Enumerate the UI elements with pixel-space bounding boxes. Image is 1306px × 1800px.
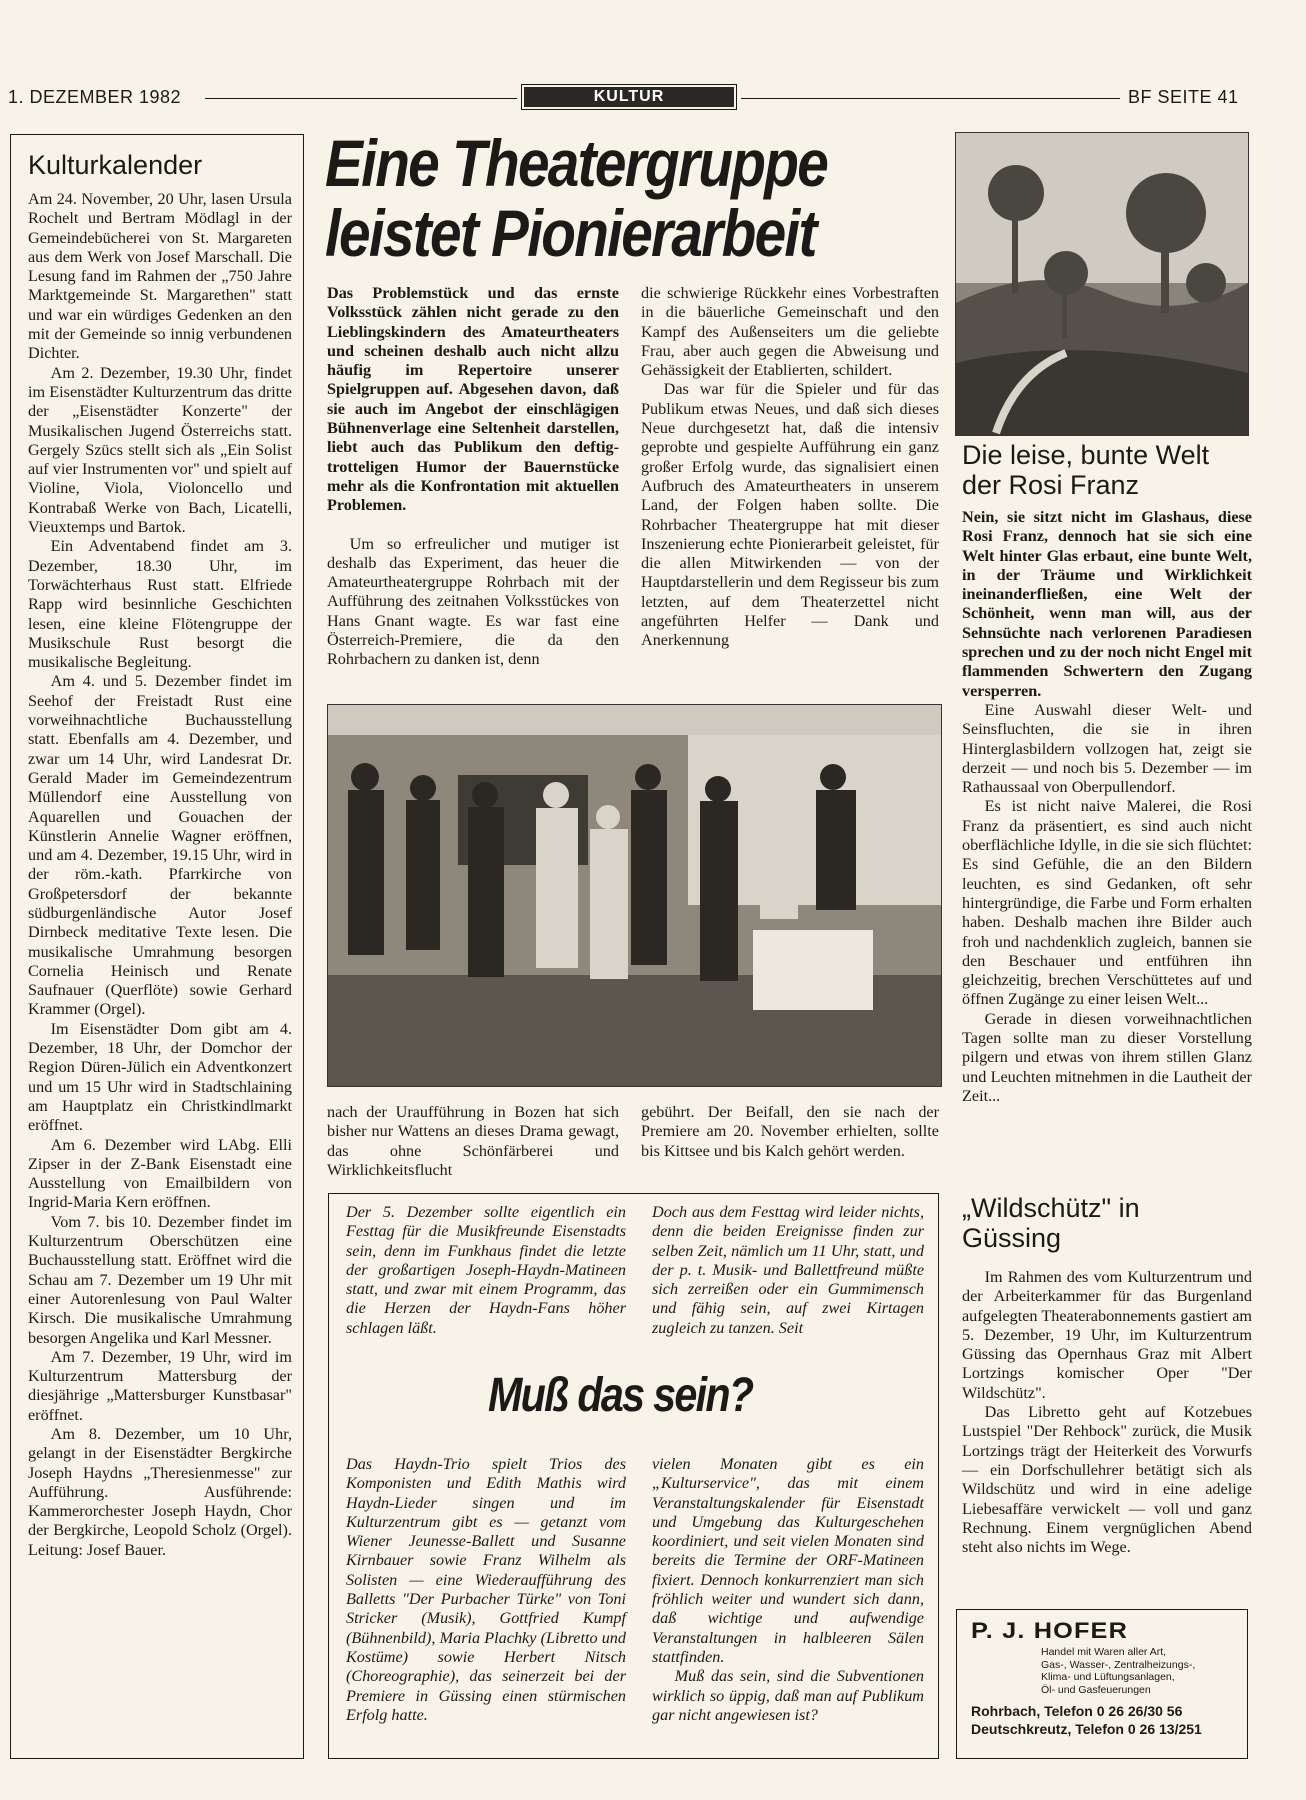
header-rule-left: [205, 98, 517, 99]
muss-top-col-2: [652, 1203, 924, 1338]
issue-date: 1. DEZEMBER 1982: [8, 87, 182, 107]
kalender-paragraph: Am 4. und 5. Dezember findet im Seehof der Freistadt Rust eine vorweihnachtliche Buchausstellung statt. Ebenfalls am 4. Dezember, und zwar um 14 Uhr, wird Landesrat Dr. Gerald Mader im Gemeindezentrum Müllendorf eine Ausstellung von Aquarellen und Gouachen der Künstlerin Annelie Wagner eröffnen, und am 4. Dezember, 19.15 Uhr, wird in der röm.-kath. Pfarrkirche von Großpetersdorf der bekannte südburgenländische Autor Josef Dirnbeck meditative Texte lesen. Die musikalische Umrahmung besorgen Cornelia Heinisch und Renate Saufnauer (Querflöte) sowie Gerhard Krammer (Orgel).: [28, 672, 292, 1019]
ad-trade-line: Klima- und Lüftungsanlagen,: [1041, 1671, 1175, 1683]
rosi-paragraph: Eine Auswahl dieser Welt- und Seinsfluchten, die sie in ihren Hinterglasbildern vollzogen hat, zeigt sie derzeit — und noch bis 5. Dezember — im Rathaussaal von Oberpullendorf.: [962, 700, 1252, 797]
kulturkalender-text: [28, 190, 292, 1560]
ad-trade-line: Öl- und Gasfeuerungen: [1041, 1683, 1151, 1696]
rosi-paragraph: Es ist nicht naive Malerei, die Rosi Franz da präsentiert, es sind auch nicht oberflächliche Idylle, in die sie sich flüchtet: Es sind Gefühle, die an den Bildern leuchten, es sind Gedanken, oft sehr hintergründige, die Farbe und Form erhalten haben. Deshalb machen ihre Bilder auch froh und nachdenklich zugleich, bannen sie den Beschauer und entführen ihn gleichzeitig, brechen Verschüttetes auf und öffnen Zugänge zu einer leisen Welt...: [962, 797, 1252, 1009]
theater-headline-2: leistet Pionierarbeit: [325, 196, 816, 270]
muss-top-col-1: [346, 1203, 626, 1338]
muss-bottom-col-2: [652, 1455, 924, 1725]
kalender-paragraph: Am 8. Dezember, um 10 Uhr, gelangt in der Eisenstädter Bergkirche Joseph Haydns „Theresienmesse" zur Aufführung. Ausführende: Kammerorchester Joseph Haydn, Chor der Bergkirche, Leopold Scholz (Orgel). Leitung: Josef Bauer.: [28, 1425, 292, 1559]
ad-trade-line: Gas-, Wasser-, Zentralheizungs-,: [1041, 1658, 1196, 1671]
muss-paragraph: Der 5. Dezember sollte eigentlich ein Festtag für die Musikfreunde Eisenstadts sein, denn im Funkhaus findet die letzte der großartigen Joseph-Haydn-Matineen statt, und zwar mit einem Programm, das die Herzen der Haydn-Fans höher schlagen läßt.: [346, 1203, 626, 1337]
section-badge: [521, 84, 737, 110]
theater-lead: Das Problemstück und das ernste Volksstück zählen nicht gerade zu den Lieblingskindern des Amateurtheaters und scheinen deshalb auch nicht allzu häufig im Repertoire unserer Spielgruppen auf. Abgesehen davon, daß sie auch im Angebot der einschlägigen Bühnenverlage eine Seltenheit darstellen, liebt auch das Publikum den deftig-trotteligen Humor der Bauernstücke mehr als die Konfrontation mit aktuellen Problemen.: [327, 284, 619, 515]
theater-group-photo-image: [328, 705, 941, 1086]
ad-trade-line: Handel mit Waren aller Art,: [1041, 1646, 1167, 1658]
header-rule-right: [741, 98, 1120, 99]
section-label: KULTUR: [524, 87, 734, 107]
theater-after-col-2: [641, 1103, 939, 1161]
kalender-paragraph: Am 7. Dezember, 19 Uhr, wird im Kulturzentrum Mattersburg der diesjährige „Mattersburger Kunstbasar" eröffnet.: [28, 1347, 292, 1424]
rosi-paragraph: Gerade in diesen vorweihnachtlichen Tagen sollte man zu dieser Vorstellung pilgern und etwas von ihrem stillen Glanz und Leuchten mitnehmen in die Lautheit der Zeit...: [962, 1009, 1252, 1105]
ad-company-name: P. J. HOFER: [971, 1618, 1129, 1643]
muss-bottom-col-1: [346, 1455, 626, 1725]
kalender-paragraph: Im Eisenstädter Dom gibt am 4. Dezember, 18 Uhr, der Domchor der Region Düren-Jülich ein Adventkonzert und um 15 Uhr wird in Stadtschlaining am Hauptplatz ein Christkindlmarkt eröffnet.: [28, 1019, 292, 1135]
rosi-lead: Nein, sie sitzt nicht im Glashaus, diese Rosi Franz, dennoch hat sie sich eine Welt hinter Glas erbaut, eine bunte Welt, in der Träume und Wirklichkeit ineinanderfließen, eine Welt der Schönheit, wenn man will, aus der Sehnsüchte nach verlorenen Paradiesen sprechen und zu der noch nicht Engel mit flammenden Schwertern den Zugang versperren.: [962, 508, 1252, 700]
muss-headline: Muß das sein?: [488, 1369, 753, 1422]
theater-body: Um so erfreulicher und mutiger ist deshalb das Experiment, das heuer die Amateurtheatergruppe Rohrbach mit der Aufführung des zeitnahen Volksstückes von Hans Gnant wagte. Es war fast eine Österreich-Premiere, die da den Rohrbachern zu danken ist, denn: [327, 534, 619, 669]
rosi-headline: Die leise, bunte Welt der Rosi Franz: [962, 440, 1210, 500]
kalender-paragraph: Am 24. November, 20 Uhr, lasen Ursula Rochelt und Bertram Mödlagl in der Gemeindebücherei von St. Margareten aus dem Werk von Josef Marschall. Die Lesung fand im Rahmen der „750 Jahre Marktgemeinde St. Margarethen" statt und war ein würdiges Gedenken an den mit der Gemeinde so innig verbundenen Dichter.: [28, 190, 292, 363]
kalender-paragraph: Ein Adventabend findet am 3. Dezember, 18.30 Uhr, im Torwächterhaus Rust statt. Elfriede Rapp wird besinnliche Geschichten lesen, eine kleine Flötengruppe der Musikschule Rust besorgt die musikalische Begleitung.: [28, 537, 292, 672]
rosi-franz-painting: [955, 132, 1249, 436]
theater-paragraph: nach der Uraufführung in Bozen hat sich bisher nur Wattens an dieses Drama gewagt, das ohne Schönfärberei und Wirklichkeitsflucht: [327, 1103, 619, 1179]
theater-col-1: [327, 284, 619, 670]
theater-paragraph: Das war für die Spieler und für das Publikum etwas Neues, und daß sich dieses Neue durchgesetzt hat, daß die intensiv geprobte und gespielte Aufführung ein ganz großer Erfolg wurde, das signalisiert einen Aufbruch des Amateurtheaters in unserem Land, der Folgen haben sollte. Die Rohrbacher Theatergruppe hat mit dieser Inszenierung echte Pionierarbeit geleistet, für die allen Mitwirkenden — von der Hauptdarstellerin und dem Regisseur bis zum letzten, auf dem Theaterzettel nicht angeführten Helfer — Dank und Anerkennung: [641, 380, 939, 650]
ad-phone-deutschkreutz: Deutschkreutz, Telefon 0 26 13/251: [971, 1721, 1202, 1737]
wildschuetz-paragraph: Das Libretto geht auf Kotzebues Lustspiel "Der Rehbock" zurück, die Musik Lortzings trägt der Heiterkeit des Vorwurfs — ein Dorfschullehrer betätigt sich als Wildschütz und wird in eine adelige Liebesaffäre verwickelt — voll und ganz Rechnung. Einem vergnüglichen Abend steht also nichts im Wege.: [962, 1403, 1252, 1557]
theater-paragraph: gebührt. Der Beifall, den sie nach der Premiere am 20. November erhielten, sollte bis Kittsee und bis Kalch gehört werden.: [641, 1103, 939, 1160]
theater-paragraph: die schwierige Rückkehr eines Vorbestraften in die bäuerliche Gemeinschaft und den Kampf des Außenseiters um die geliebte Frau, aber auch gegen die Abweisung und Gehässigkeit der Etablierten, schildert.: [641, 284, 939, 380]
muss-paragraph: Muß das sein, sind die Subventionen wirklich so üppig, daß man auf Publikum gar nicht angewiesen ist?: [652, 1667, 924, 1724]
kalender-paragraph: Am 2. Dezember, 19.30 Uhr, findet im Eisenstädter Kulturzentrum das dritte der „Eisenstädter Konzerte" der Musikalischen Jugend Österreichs statt. Gergely Szücs stellt sich als „Ein Solist auf vier Instrumenten vor" und spielt auf Violine, Viola, Violoncello und Kontrabaß Werke von Bach, Licatelli, Vieuxtemps und Bartok.: [28, 363, 292, 537]
kalender-paragraph: Am 6. Dezember wird LAbg. Elli Zipser in der Z-Bank Eisenstadt eine Ausstellung von Emailbildern von Ingrid-Maria Kern eröffnen.: [28, 1135, 292, 1212]
page-number: BF SEITE 41: [1128, 87, 1239, 107]
wildschuetz-text: [962, 1268, 1252, 1557]
muss-paragraph: Das Haydn-Trio spielt Trios des Komponisten und Edith Mathis wird Haydn-Lieder singen und im Kulturzentrum gibt es — getanzt vom Wiener Jeunesse-Ballett und Susanne Kirnbauer sowie Franz Wilhelm als Solisten — eine Wiederaufführung des Balletts "Der Purbacher Türke" von Toni Stricker (Musik), Gottfried Kumpf (Bühnenbild), Maria Plachky (Libretto und Kostüme) sowie Herbert Nitsch (Choreographie), das seinerzeit bei der Premiere in Güssing einen stürmischen Erfolg hatte.: [346, 1455, 626, 1724]
painting-image: [956, 133, 1248, 435]
ad-phone-rohrbach: Rohrbach, Telefon 0 26 26/30 56: [971, 1703, 1183, 1719]
rosi-text: [962, 508, 1252, 1106]
theater-col-2: [641, 284, 939, 651]
muss-paragraph: Doch aus dem Festtag wird leider nichts, denn die beiden Ereignisse finden zur selben Zeit, nämlich um 11 Uhr, statt, und der p. t. Musik- und Ballettfreund müßte sich zerreißen oder ein Gummimensch und fähig sein, auf zwei Kirtagen zugleich zu tanzen. Seit: [652, 1203, 924, 1337]
theater-after-col-1: [327, 1103, 619, 1180]
theater-group-photo: [327, 704, 942, 1087]
wildschuetz-headline: „Wildschütz" in Güssing: [962, 1193, 1140, 1253]
kulturkalender-title: Kulturkalender: [28, 150, 203, 180]
muss-paragraph: vielen Monaten gibt es ein „Kulturservice", das mit einem Veranstaltungskalender für Eisenstadt und Umgebung das Kulturgeschehen koordiniert, und seit vielen Monaten sind bereits die Termine der ORF-Matineen fixiert. Dennoch konkurrenziert man sich fröhlich weiter und wundert sich dann, daß wichtige und aufwendige Veranstaltungen in halbleeren Sälen stattfinden.: [652, 1455, 924, 1666]
kalender-paragraph: Vom 7. bis 10. Dezember findet im Kulturzentrum Oberschützen eine Buchausstellung statt. Eröffnet wird die Schau am 7. Dezember um 19 Uhr mit einer Autorenlesung von Paul Walter Kirsch. Die musikalische Umrahmung besorgen Angelika und Karl Messner.: [28, 1212, 292, 1347]
wildschuetz-paragraph: Im Rahmen des vom Kulturzentrum und der Arbeiterkammer für das Burgenland aufgelegten Theaterabonnements gastiert am 5. Dezember, 19 Uhr, im Kulturzentrum Güssing das Opernhaus Graz mit Albert Lortzings komischer Oper "Der Wildschütz".: [962, 1268, 1252, 1402]
theater-headline-1: Eine Theatergruppe: [325, 126, 828, 200]
hofer-ad: [956, 1609, 1248, 1759]
